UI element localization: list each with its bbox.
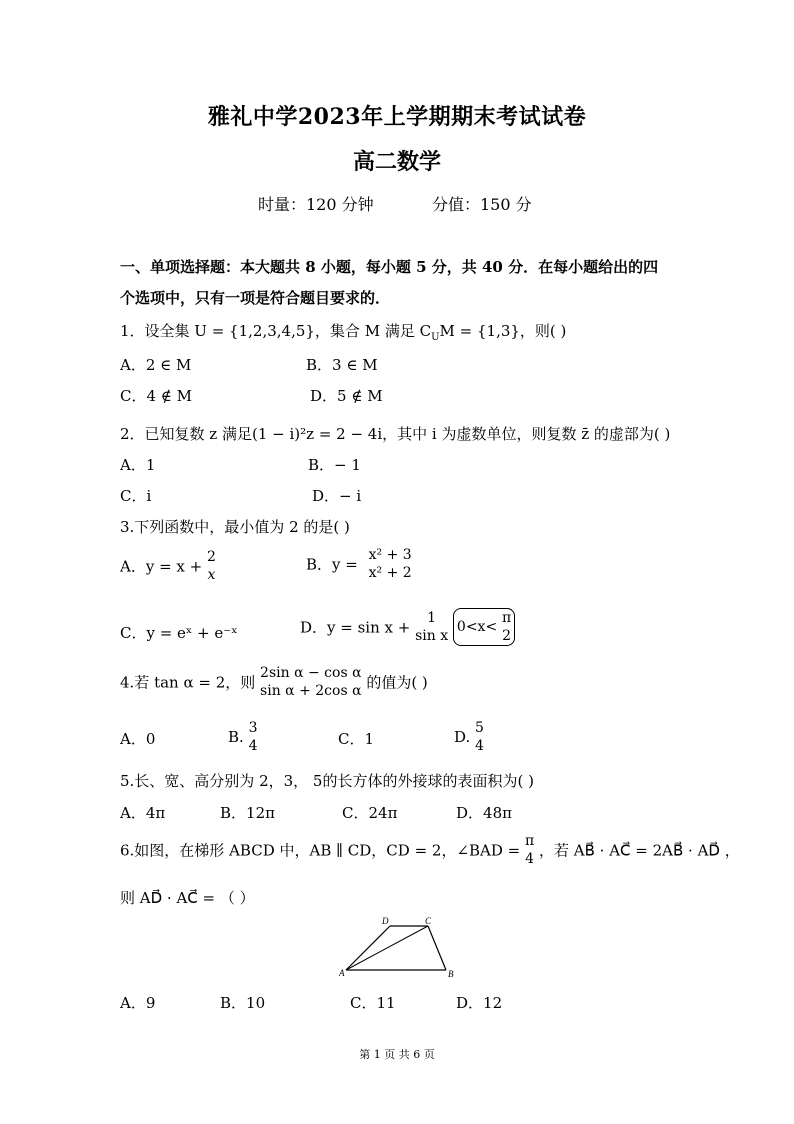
q1-option-b[interactable]: B．3 ∈ M — [306, 356, 378, 374]
q4-option-c[interactable]: C．1 — [338, 730, 375, 748]
edge-da — [346, 926, 390, 970]
q2-option-b[interactable]: B．− 1 — [308, 456, 361, 474]
q4-stem-prefix: 4.若 tan α = 2，则 — [120, 673, 256, 692]
q3-option-c[interactable]: C．y = eˣ + e⁻ˣ — [120, 624, 238, 642]
q4-option-d[interactable] — [454, 719, 484, 755]
question-5-stem: 5.长、宽、高分别为 2，3， 5的长方体的外接球的表面积为( ) — [120, 772, 534, 790]
q1-option-d[interactable]: D．5 ∉ M — [310, 387, 383, 405]
q3-d-denominator: sin x — [415, 628, 449, 644]
question-3-stem: 3.下列函数中，最小值为 2 的是( ) — [120, 518, 350, 536]
q3-a-numerator: 2 — [207, 549, 216, 565]
exam-time: 时量：120 分钟 — [258, 195, 374, 214]
q2-option-d[interactable]: D．− i — [312, 487, 362, 505]
trapezoid-figure — [336, 914, 462, 980]
question-2-stem: 2．已知复数 z 满足(1 − i)²z = 2 − 4i，其中 i 为虚数单位，则复数 z̄ 的虚部为( ) — [120, 425, 671, 443]
q4-b-denominator: 4 — [248, 738, 258, 754]
q5-option-c[interactable]: C．24π — [342, 804, 398, 822]
q1-stem-tail: M = {1,3}，则( ) — [439, 322, 567, 340]
exam-subtitle: 高二数学 — [352, 149, 441, 175]
q4-fraction — [260, 664, 361, 700]
q3-a-fraction — [207, 548, 216, 584]
q3-a-prefix: A．y = x + — [120, 557, 203, 576]
q3-d-cond-left: 0<x< — [456, 619, 498, 635]
question-6-line2: 则 AD⃗ · AC⃗ = （ ） — [120, 889, 255, 907]
q4-numerator: 2sin α − cos α — [260, 665, 362, 681]
q3-b-fraction — [369, 546, 412, 582]
q6-angle-numerator: π — [525, 833, 535, 849]
q4-b-prefix: B. — [228, 728, 244, 746]
q3-a-denominator: x — [207, 567, 216, 583]
q4-d-numerator: 5 — [475, 720, 484, 736]
section-heading: 一、单项选择题：本大题共 8 小题，每小题 5 分，共 40 分．在每小题给出的四 — [120, 258, 659, 276]
q4-denominator: sin α + 2cos α — [260, 683, 362, 699]
q1-option-a[interactable]: A．2 ∈ M — [120, 356, 192, 374]
q1-option-c[interactable]: C．4 ∉ M — [120, 387, 193, 405]
q3-option-b[interactable] — [306, 546, 412, 582]
q4-d-prefix: D. — [454, 728, 471, 746]
question-6-stem — [120, 832, 740, 868]
q3-d-cond-numerator: π — [501, 610, 512, 626]
q4-d-denominator: 4 — [475, 738, 484, 754]
page-footer: 第 1 页 共 6 页 — [359, 1048, 435, 1061]
q5-option-b[interactable]: B．12π — [220, 804, 275, 822]
q1-stem-text: 1．设全集 U = {1,2,3,4,5}，集合 M 满足 C — [120, 322, 432, 340]
q3-d-prefix: D．y = sin x + — [300, 618, 411, 637]
diagonal-ac — [346, 926, 428, 970]
vertex-label-d: D — [382, 916, 389, 926]
q4-d-fraction — [475, 719, 484, 755]
question-1-stem — [120, 320, 566, 343]
q3-b-denominator: x² + 2 — [368, 565, 412, 581]
q3-d-cond-denominator: 2 — [502, 628, 512, 644]
q3-option-a[interactable] — [120, 548, 216, 584]
q4-stem-tail: 的值为( ) — [366, 673, 428, 692]
q3-d-numerator: 1 — [427, 610, 437, 626]
q4-option-b[interactable] — [228, 719, 258, 755]
q6-angle-fraction — [525, 832, 534, 868]
q6-angle-denominator: 4 — [525, 851, 535, 867]
q1-stem-subscript: U — [431, 332, 440, 343]
q6-option-b[interactable]: B．10 — [220, 994, 266, 1012]
q2-option-c[interactable]: C．i — [120, 487, 152, 505]
q3-d-fraction — [415, 609, 448, 645]
q2-option-a[interactable]: A．1 — [120, 456, 156, 474]
q4-b-numerator: 3 — [248, 720, 258, 736]
q4-option-a[interactable]: A．0 — [120, 730, 156, 748]
exam-score: 分值：150 分 — [432, 195, 532, 214]
q6-stem-prefix: 6.如图，在梯形 ABCD 中，AB ∥ CD，CD = 2，∠BAD = — [120, 841, 521, 860]
q6-option-a[interactable]: A．9 — [120, 994, 156, 1012]
exam-title: 雅礼中学2023年上学期期末考试试卷 — [207, 104, 587, 130]
q4-b-fraction — [249, 719, 258, 755]
vertex-label-c: C — [425, 916, 432, 926]
question-4-stem — [120, 664, 428, 700]
q3-d-condition — [453, 608, 515, 646]
q5-option-d[interactable]: D．48π — [456, 804, 512, 822]
vertex-label-b: B — [448, 969, 454, 979]
edge-bc — [428, 926, 446, 970]
q5-option-a[interactable]: A．4π — [120, 804, 166, 822]
q3-option-d[interactable] — [300, 608, 515, 646]
q3-b-prefix: B．y = — [306, 555, 358, 574]
q6-option-d[interactable]: D．12 — [456, 994, 503, 1012]
q3-d-cond-fraction — [502, 609, 511, 645]
q3-b-numerator: x² + 3 — [368, 547, 412, 563]
vertex-label-a: A — [339, 968, 345, 978]
section-heading-cont: 个选项中，只有一项是符合题目要求的． — [120, 289, 391, 307]
q6-option-c[interactable]: C．11 — [350, 994, 396, 1012]
q6-stem-tail: ，若 AB⃗ · AC⃗ = 2AB⃗ · AD⃗ ， — [539, 841, 740, 860]
